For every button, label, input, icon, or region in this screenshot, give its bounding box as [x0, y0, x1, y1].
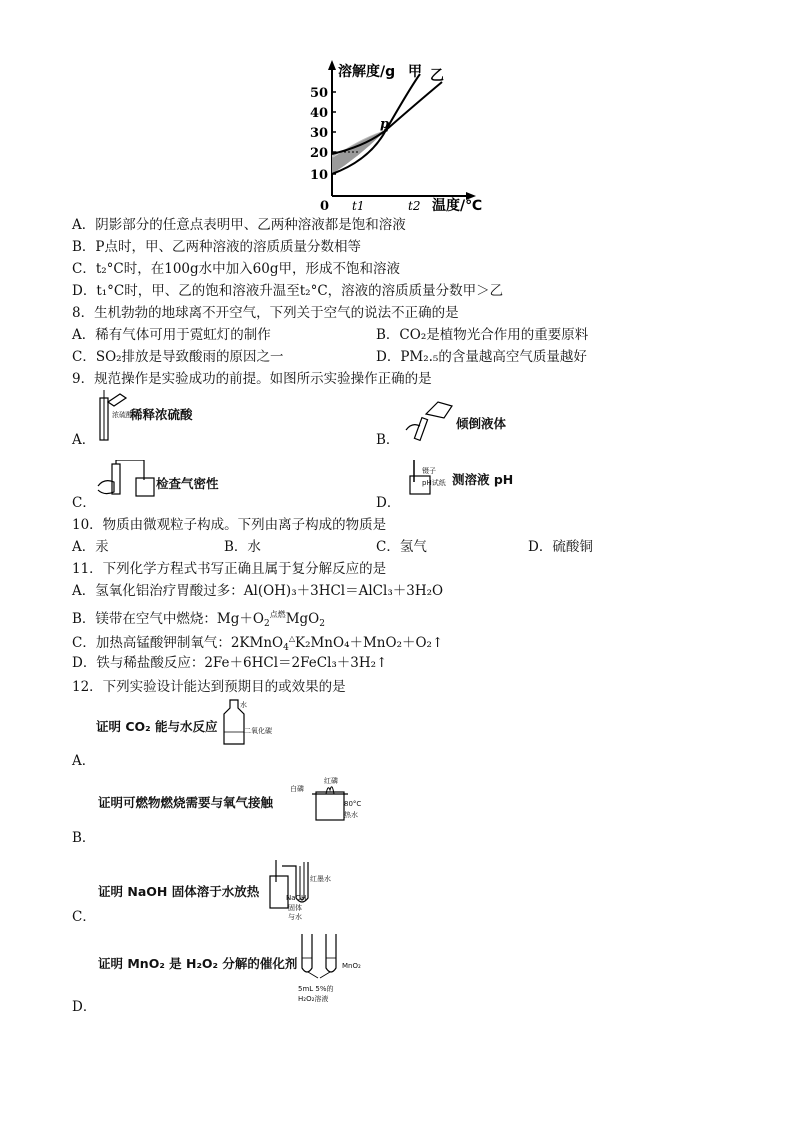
- y-tick-40: 40: [310, 106, 329, 121]
- q9-b-figure: [404, 396, 460, 442]
- q12-b-caption: 证明可燃物燃烧需要与氧气接触: [98, 795, 274, 810]
- q9-d-small-1: 镊子: [422, 467, 436, 475]
- q9-a-caption: 稀释浓硫酸: [130, 407, 193, 422]
- q9-c-label: C．: [72, 495, 96, 511]
- q7-option-a: A．阴影部分的任意点表明甲、乙两种溶液都是饱和溶液: [72, 217, 406, 233]
- x-axis-label: 温度/℃: [432, 198, 483, 214]
- y-tick-20: 20: [310, 146, 329, 161]
- q11-stem: 11．下列化学方程式书写正确且属于复分解反应的是: [72, 561, 387, 577]
- q9-b-label: B．: [376, 432, 400, 448]
- q11-b-condition: 点燃: [269, 610, 286, 619]
- q11-b-pre: B．镁带在空气中燃烧：Mg＋O: [72, 611, 264, 627]
- q12-a-caption: 证明 CO₂ 能与水反应: [96, 719, 218, 734]
- q10-option-d: D．硫酸铜: [528, 539, 593, 555]
- q11-option-c: C．加热高锰酸钾制氧气：2KMnO$_4$△K₂MnO₄＋MnO₂＋O₂↑: [72, 634, 444, 653]
- series-jia-label: 甲: [408, 64, 422, 80]
- series-yi-label: 乙: [430, 68, 444, 84]
- q12-d-figure: [298, 932, 348, 980]
- q12-c-small-2: NaOH: [286, 894, 307, 902]
- q11-option-d: D．铁与稀盐酸反应：2Fe＋6HCl＝2FeCl₃＋3H₂↑: [72, 655, 388, 671]
- q12-a-small-1: 水: [240, 701, 247, 709]
- y-axis-arrow: [328, 60, 336, 70]
- q12-b-small-3: 80°C: [344, 800, 362, 808]
- q12-d-small-1: MnO₂: [342, 962, 361, 970]
- q10-option-a: A．汞: [72, 539, 109, 555]
- q9-b-caption: 倾倒液体: [456, 416, 507, 431]
- q12-c-small-3: 固体: [288, 904, 302, 912]
- q12-c-caption: 证明 NaOH 固体溶于水放热: [98, 884, 260, 899]
- q12-c-label: C．: [72, 909, 96, 925]
- q12-d-caption: 证明 MnO₂ 是 H₂O₂ 分解的催化剂: [98, 956, 298, 971]
- q12-b-label: B．: [72, 830, 96, 846]
- q9-d-small-2: pH试纸: [422, 479, 446, 487]
- y-axis-label: 溶解度/g: [338, 64, 396, 80]
- q12-a-figure: [218, 698, 254, 748]
- q12-c-small-4: 与水: [288, 913, 302, 921]
- q9-d-label: D．: [376, 495, 401, 511]
- q11-option-a: A．氢氧化铝治疗胃酸过多：Al(OH)₃＋3HCl＝AlCl₃＋3H₂O: [72, 583, 444, 599]
- q12-b-small-2: 红磷: [324, 777, 338, 785]
- x-tick-t1: t1: [352, 199, 365, 213]
- q8-option-b: B．CO₂是植物光合作用的重要原料: [376, 327, 589, 343]
- x-tick-t2: t2: [408, 199, 421, 213]
- q12-b-small-4: 热水: [344, 811, 358, 819]
- q8-stem: 8．生机勃勃的地球离不开空气，下列关于空气的说法不正确的是: [72, 305, 459, 321]
- q12-c-small-1: 红墨水: [310, 875, 331, 883]
- q9-c-figure: [96, 460, 160, 500]
- q9-a-label: A．: [72, 432, 96, 448]
- q9-c-caption: 检查气密性: [156, 476, 219, 491]
- q10-option-b: B．水: [224, 539, 261, 555]
- q12-b-small-1: 白磷: [290, 785, 304, 793]
- y-tick-10: 10: [310, 168, 329, 183]
- q12-stem: 12．下列实验设计能达到预期目的或效果的是: [72, 679, 346, 695]
- q12-d-small-3: H₂O₂溶液: [298, 995, 329, 1003]
- q11-option-b: B．镁带在空气中燃烧：$Mg+O_2^{点燃}MgO_2$: [72, 610, 325, 629]
- q11-c-pre: C．加热高锰酸钾制氧气：2KMnO: [72, 635, 284, 651]
- y-tick-30: 30: [310, 126, 329, 141]
- q12-d-small-2: 5mL 5%的: [298, 985, 334, 993]
- q7-option-c: C．t₂°C时，在100g水中加入60g甲，形成不饱和溶液: [72, 261, 400, 277]
- q9-stem: 9．规范操作是实验成功的前提。如图所示实验操作正确的是: [72, 371, 432, 387]
- q11-c-condition: △: [288, 634, 295, 643]
- q10-option-c: C．氢气: [376, 539, 427, 555]
- origin-label: 0: [320, 199, 330, 214]
- y-tick-50: 50: [310, 86, 329, 101]
- q7-option-d: D．t₁°C时，甲、乙的饱和溶液升温至t₂°C，溶液的溶质质量分数甲＞乙: [72, 283, 504, 299]
- q9-a-small-label: 浓硫酸: [112, 411, 133, 419]
- q12-d-label: D．: [72, 999, 97, 1015]
- q8-option-a: A．稀有气体可用于霓虹灯的制作: [72, 327, 271, 343]
- q12-a-label: A．: [72, 753, 96, 769]
- q9-d-caption: 测溶液 pH: [452, 472, 514, 487]
- point-p-label: p: [380, 117, 390, 132]
- q11-c-post: K₂MnO₄＋MnO₂＋O₂↑: [294, 635, 444, 651]
- q8-option-c: C．SO₂排放是导致酸雨的原因之一: [72, 349, 284, 365]
- solubility-chart: [300, 58, 500, 218]
- q7-option-b: B．P点时，甲、乙两种溶液的溶质质量分数相等: [72, 239, 362, 255]
- q11-b-post: MgO: [285, 611, 320, 627]
- q10-stem: 10．物质由微观粒子构成。下列由离子构成的物质是: [72, 517, 387, 533]
- q12-a-small-2: 二氧化碳: [244, 727, 272, 735]
- q8-option-d: D．PM₂.₅的含量越高空气质量越好: [376, 349, 587, 365]
